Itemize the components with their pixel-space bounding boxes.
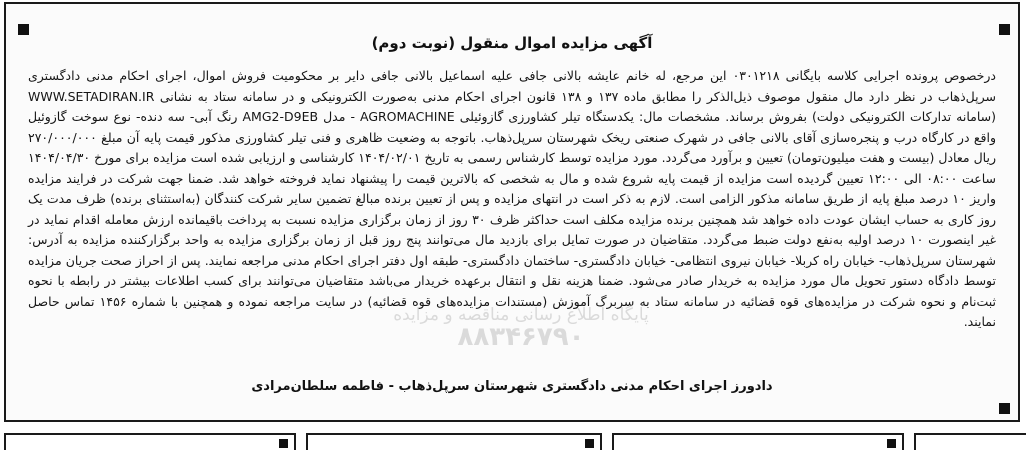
corner-square-icon — [999, 403, 1010, 414]
watermark-number: ۸۸۳۴۶۷۹۰ — [457, 322, 585, 352]
corner-square-icon — [585, 439, 594, 448]
watermark-text: پایگاه اطلاع رسانی مناقصه و مزایده — [393, 305, 649, 325]
adjacent-notice-box — [4, 433, 296, 450]
adjacent-notice-box — [612, 433, 904, 450]
corner-square-icon — [279, 439, 288, 448]
adjacent-notices-strip — [0, 433, 1026, 450]
notice-signature: دادورز اجرای احکام مدنی دادگستری شهرستان سرپل‌ذهاب - فاطمه سلطان‌مرادی — [251, 379, 773, 394]
adjacent-notice-box — [306, 433, 602, 450]
corner-square-icon — [887, 439, 896, 448]
notice-title: آگهی مزایده اموال منقول (نوبت دوم) — [371, 34, 653, 52]
notice-body: درخصوص پرونده اجرایی کلاسه بایگانی ۰۳۰۱۲۱۸ این مرجع، له خانم عایشه بالانی جافی علیه اسماعیل بالانی جافی دایر بر محکومیت فروش اموال، اجرای احکام مدنی دادگستری سرپل‌ذهاب در نظر دارد مال منقول موصوف ذیل‌الذکر را مطابق ماده ۱۳۷ و ۱۳۸ قانون اجرای احکام مدنی به‌صورت الکترونیکی و در سامانه ستاد به نشانی WWW.SETADIRAN.IR (سامانه تدارکات الکترونیکی دولت) بفروش برساند. مشخصات مال: یکدستگاه تیلر کشاورزی گازوئیلی AGROMACHINE - مدل AMG2-D9EB رنگ آبی- سه دنده- نوع سوخت گازوئیل واقع در کارگاه درب و پنجره‌سازی آقای بالانی جافی در شهرک صنعتی ریخک شهرستان سرپل‌ذهاب. باتوجه به وضعیت ظاهری و فنی تیلر کشاورزی مذکور قیمت پایه آن مبلغ ۲۷۰/۰۰۰/۰۰۰ ریال معادل (بیست و هفت میلیون‌تومان) تعیین و برآورد می‌گردد. مورد مزایده توسط کارشناس رسمی به تاریخ ۱۴۰۴/۰۲/۰۱ کارشناسی و ارزیابی شده است مزایده برای مورخ ۱۴۰۴/۰۴/۳۰ ساعت ۰۸:۰۰ الی ۱۲:۰۰ تعیین گردیده است مزایده از قیمت پایه شروع شده و مال به شخصی که بالاترین قیمت را پیشنهاد نماید فروخته خواهد شد. ضمنا جهت شرکت در فرایند مزایده واریز ۱۰ درصد مبلغ پایه از طریق سامانه مذکور الزامی است. لازم به ذکر است در انتهای مزایده و پس از تعیین برنده مبالغ تضمین سایر شرکت کنندگان (به‌استثنای برنده) ظرف مدت یک روز کاری به حساب ایشان عودت داده خواهد شد همچنین برنده مزایده مکلف است حداکثر ظرف ۳۰ روز از زمان برگزاری مزایده نسبت به پرداخت باقیمانده ارزش معامله اقدام نماید در غیر اینصورت ۱۰ درصد اولیه به‌نفع دولت ضبط می‌گردد. متقاضیان در صورت تمایل برای بازدید مال می‌توانند پنج روز قبل از زمان برگزاری مزایده به واحد برگزارکننده مزایده به آدرس: شهرستان سرپل‌ذهاب- خیابان راه کربلا- خیابان نیروی انتظامی- خیابان دادگستری- ساختمان دادگستری- طبقه اول دفتر اجرای احکام مدنی مراجعه نمایند. پس از احراز صحت جریان مزایده توسط دادگاه دستور تحویل مال مورد مزایده به خریدار صادر می‌شود. ضمنا هزینه نقل و انتقال برعهده خریدار می‌باشد متقاضیان می‌توانند برای کسب اطلاعات بیشتر در رابطه با نحوه ثبت‌نام و نحوه شرکت در مزایده‌های قوه قضائیه در سامانه ستاد به سربرگ آموزش (مستندات مزایده‌های قوه قضائیه) در سایت مراجعه نموده و همچنین با شماره ۱۴۵۶ تماس حاصل نمایند. — [28, 68, 997, 329]
notice-frame — [4, 2, 1020, 422]
adjacent-notice-box — [914, 433, 1026, 450]
